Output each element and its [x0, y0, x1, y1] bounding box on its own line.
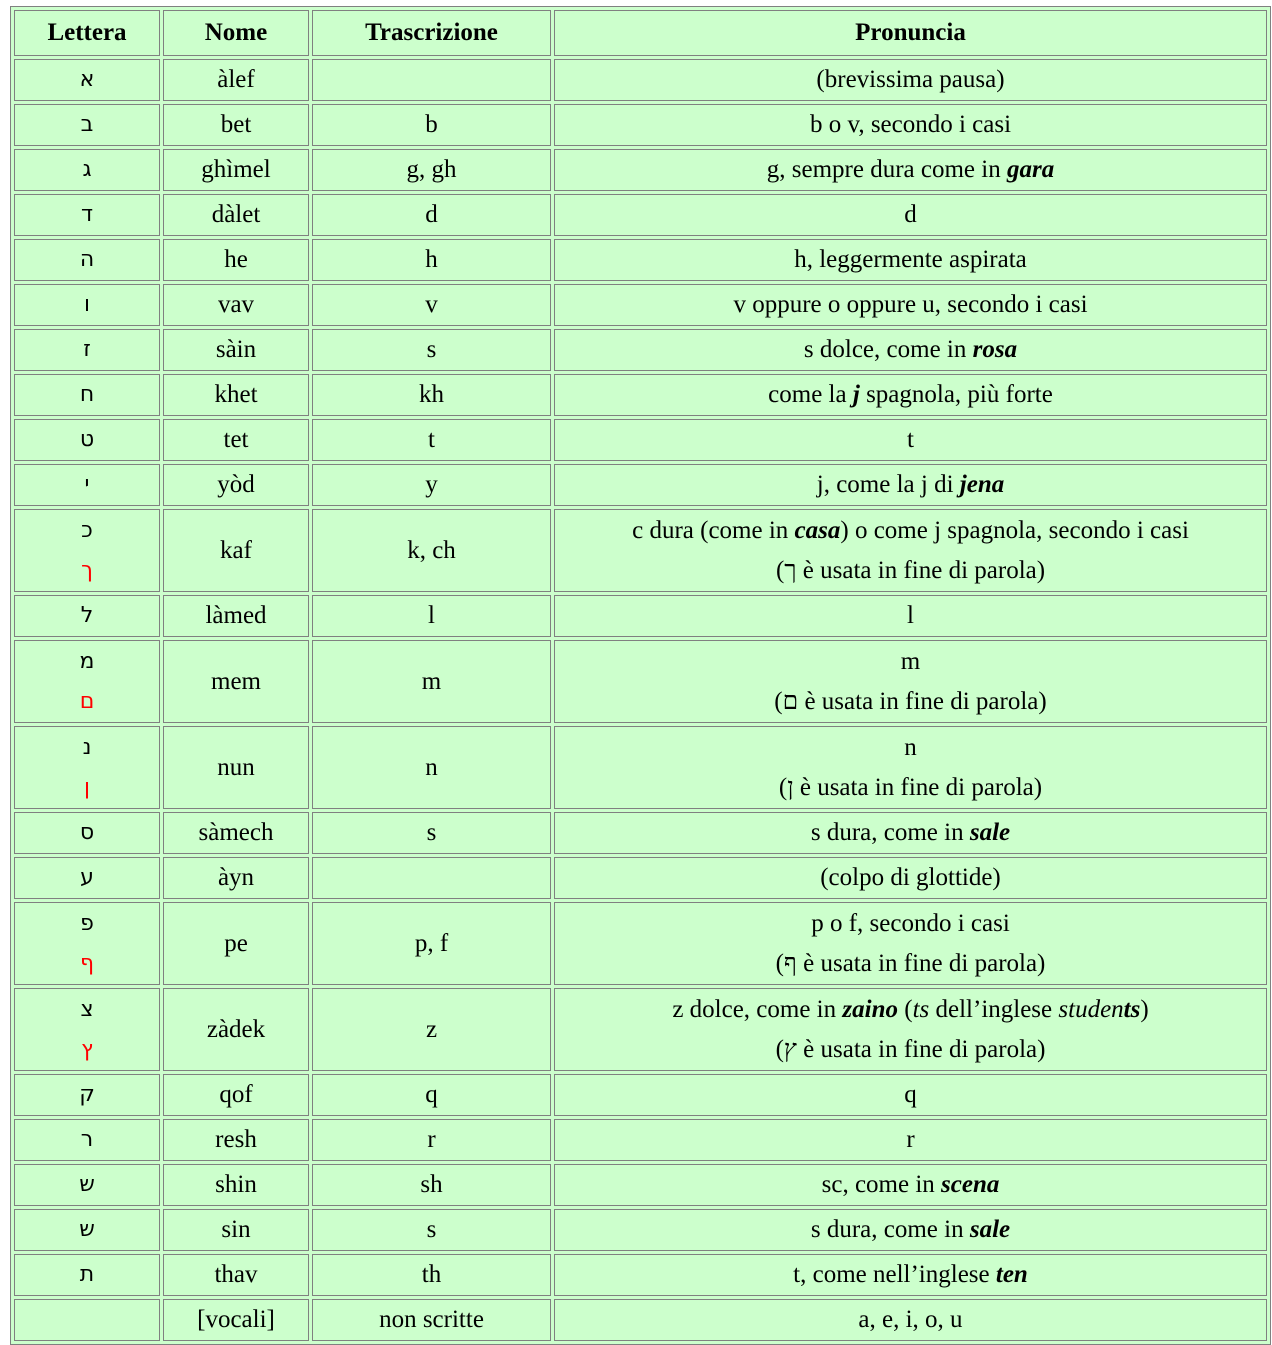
hebrew-letter: ס [79, 820, 95, 845]
transcription-cell: q [312, 1074, 551, 1116]
table-row [14, 902, 1267, 985]
pronunciation-cell [554, 149, 1267, 191]
pronunciation-line [555, 375, 1266, 415]
name-cell: shin [163, 1164, 309, 1206]
pronunciation-text: v oppure o oppure u, secondo i casi [733, 291, 1088, 318]
letter-cell [14, 812, 160, 854]
hebrew-letter: ע [80, 865, 94, 890]
name-cell: làmed [163, 595, 309, 637]
letter-cell [14, 329, 160, 371]
pronunciation-line [555, 551, 1266, 591]
pronunciation-cell [554, 464, 1267, 506]
pronunciation-line [555, 420, 1266, 460]
transcription-cell: y [312, 464, 551, 506]
header-nome: Nome [163, 10, 309, 56]
name-cell: vav [163, 284, 309, 326]
pronunciation-cell [554, 1299, 1267, 1341]
pronunciation-cell [554, 1074, 1267, 1116]
pronunciation-text: j, come la j di [816, 471, 960, 498]
pronunciation-line [555, 1300, 1266, 1340]
pronunciation-text: (ן è usata in fine di parola) [778, 773, 1043, 801]
transcription-cell: s [312, 329, 551, 371]
hebrew-letter: ו [84, 292, 90, 317]
pronunciation-text: rosa [972, 336, 1018, 363]
table-row [14, 812, 1267, 854]
pronunciation-line [555, 768, 1266, 808]
pronunciation-text: sale [969, 819, 1011, 846]
pronunciation-cell [554, 374, 1267, 416]
pronunciation-cell [554, 239, 1267, 281]
name-cell: sàin [163, 329, 309, 371]
hebrew-letter: ת [79, 1262, 95, 1287]
letter-cell [14, 988, 160, 1071]
name-cell: bet [163, 104, 309, 146]
letter-cell [14, 284, 160, 326]
pronunciation-text: (brevissima pausa) [816, 66, 1005, 93]
name-cell: kaf [163, 509, 309, 592]
pronunciation-text: sc, come in [821, 1171, 942, 1198]
name-cell: ghìmel [163, 149, 309, 191]
hebrew-letter: ה [79, 247, 95, 272]
transcription-cell: sh [312, 1164, 551, 1206]
letter-cell [14, 1209, 160, 1251]
pronunciation-text: s dura, come in [810, 1216, 970, 1243]
name-cell: àlef [163, 59, 309, 101]
pronunciation-line [555, 1030, 1266, 1070]
name-cell: khet [163, 374, 309, 416]
letter-cell [14, 640, 160, 723]
hebrew-letter: ש [79, 1172, 95, 1197]
transcription-cell: p, f [312, 902, 551, 985]
pronunciation-text: p o f, secondo i casi [811, 909, 1010, 937]
name-cell: he [163, 239, 309, 281]
letter-cell [14, 1254, 160, 1296]
table-row [14, 1074, 1267, 1116]
transcription-cell: s [312, 1209, 551, 1251]
pronunciation-text: s dolce, come in [803, 336, 973, 363]
pronunciation-line [555, 904, 1266, 944]
pronunciation-line [555, 60, 1266, 100]
letter-cell [14, 239, 160, 281]
table-row [14, 239, 1267, 281]
letter-cell [14, 149, 160, 191]
pronunciation-text: d [904, 201, 917, 228]
hebrew-final-letter: ף [79, 950, 95, 976]
pronunciation-line [555, 195, 1266, 235]
name-cell: mem [163, 640, 309, 723]
pronunciation-line [555, 105, 1266, 145]
pronunciation-cell [554, 726, 1267, 809]
pronunciation-text: sale [969, 1216, 1011, 1243]
pronunciation-cell [554, 857, 1267, 899]
hebrew-alphabet-table [10, 6, 1271, 1345]
hebrew-letter: א [79, 67, 95, 92]
pronunciation-text: scena [941, 1171, 1000, 1198]
hebrew-letter: ט [79, 427, 95, 452]
table-row [14, 149, 1267, 191]
pronunciation-text: j [852, 381, 860, 408]
name-cell: yòd [163, 464, 309, 506]
pronunciation-cell [554, 902, 1267, 985]
header-trascrizione: Trascrizione [312, 10, 551, 56]
pronunciation-text: s dura, come in [810, 819, 970, 846]
name-cell: zàdek [163, 988, 309, 1071]
pronunciation-text: ) [1140, 995, 1149, 1023]
name-cell: dàlet [163, 194, 309, 236]
pronunciation-text: ( [897, 995, 913, 1023]
name-cell: sin [163, 1209, 309, 1251]
transcription-cell: k, ch [312, 509, 551, 592]
transcription-cell: n [312, 726, 551, 809]
pronunciation-text: c dura (come in [632, 516, 795, 544]
table-row [14, 1209, 1267, 1251]
transcription-cell: t [312, 419, 551, 461]
header-row [14, 10, 1267, 56]
table-row [14, 194, 1267, 236]
pronunciation-cell [554, 1119, 1267, 1161]
table-row [14, 1299, 1267, 1341]
pronunciation-line [555, 330, 1266, 370]
pronunciation-text: come la [768, 381, 853, 408]
transcription-cell: non scritte [312, 1299, 551, 1341]
table-row [14, 726, 1267, 809]
hebrew-letter: ב [80, 112, 94, 137]
pronunciation-line [555, 1165, 1266, 1205]
pronunciation-text: t [907, 426, 914, 453]
table-row [14, 284, 1267, 326]
hebrew-letter: ג [82, 157, 92, 182]
transcription-cell: g, gh [312, 149, 551, 191]
letter-cell [14, 59, 160, 101]
hebrew-letter: י [84, 472, 90, 497]
pronunciation-text: r [906, 1126, 915, 1153]
hebrew-letter: ש [79, 1217, 95, 1242]
pronunciation-cell [554, 1254, 1267, 1296]
hebrew-letter: ד [80, 202, 93, 227]
pronunciation-text: (colpo di glottide) [820, 864, 1001, 891]
transcription-cell: d [312, 194, 551, 236]
pronunciation-text: (ץ è usata in fine di parola) [775, 1035, 1046, 1063]
pronunciation-text: g, sempre dura come in [766, 156, 1007, 183]
pronunciation-cell [554, 104, 1267, 146]
pronunciation-text: ts [1123, 995, 1141, 1023]
name-cell: [vocali] [163, 1299, 309, 1341]
table-row [14, 374, 1267, 416]
hebrew-letter: ר [80, 1127, 94, 1152]
pronunciation-text: z dolce, come in [672, 995, 843, 1023]
hebrew-letter: צ [80, 996, 94, 1022]
hebrew-letter: כ [81, 517, 93, 543]
pronunciation-cell [554, 640, 1267, 723]
transcription-cell: kh [312, 374, 551, 416]
transcription-cell: r [312, 1119, 551, 1161]
pronunciation-line [555, 285, 1266, 325]
transcription-cell: h [312, 239, 551, 281]
pronunciation-text: h, leggermente aspirata [794, 246, 1027, 273]
pronunciation-line [555, 596, 1266, 636]
pronunciation-text: casa [794, 516, 841, 544]
letter-cell [14, 194, 160, 236]
pronunciation-text: q [904, 1081, 917, 1108]
pronunciation-line [555, 990, 1266, 1030]
hebrew-final-letter: ן [84, 774, 90, 800]
pronunciation-line [555, 1210, 1266, 1250]
pronunciation-text: t, come nell’inglese [793, 1261, 996, 1288]
letter-cell [14, 902, 160, 985]
transcription-cell: v [312, 284, 551, 326]
pronunciation-text: jena [959, 471, 1005, 498]
table-row [14, 329, 1267, 371]
hebrew-letter: מ [79, 648, 95, 674]
table-row [14, 988, 1267, 1071]
pronunciation-line [555, 944, 1266, 984]
pronunciation-line [555, 1120, 1266, 1160]
pronunciation-text: l [907, 602, 914, 629]
transcription-cell [312, 59, 551, 101]
pronunciation-line [555, 240, 1266, 280]
transcription-cell: l [312, 595, 551, 637]
pronunciation-line [555, 465, 1266, 505]
pronunciation-line [555, 1075, 1266, 1115]
letter-cell [14, 1164, 160, 1206]
name-cell: àyn [163, 857, 309, 899]
transcription-cell: s [312, 812, 551, 854]
hebrew-letter: ז [83, 337, 91, 362]
name-cell: tet [163, 419, 309, 461]
pronunciation-cell [554, 1209, 1267, 1251]
pronunciation-cell [554, 329, 1267, 371]
pronunciation-line [555, 150, 1266, 190]
pronunciation-cell [554, 1164, 1267, 1206]
table-row [14, 104, 1267, 146]
pronunciation-text: (ם è usata in fine di parola) [774, 687, 1047, 715]
pronunciation-text: (ף è usata in fine di parola) [775, 949, 1046, 977]
hebrew-letter: ק [79, 1082, 95, 1107]
pronunciation-cell [554, 284, 1267, 326]
table-row [14, 1254, 1267, 1296]
pronunciation-text: spagnola, più forte [859, 381, 1053, 408]
pronunciation-cell [554, 595, 1267, 637]
hebrew-letter: פ [80, 910, 94, 936]
name-cell: qof [163, 1074, 309, 1116]
letter-cell [14, 419, 160, 461]
pronunciation-cell [554, 988, 1267, 1071]
hebrew-letter: ח [79, 382, 95, 407]
pronunciation-cell [554, 59, 1267, 101]
pronunciation-text: ten [995, 1261, 1028, 1288]
hebrew-letter: נ [82, 734, 92, 760]
transcription-cell: th [312, 1254, 551, 1296]
table-body [14, 59, 1267, 1341]
transcription-cell [312, 857, 551, 899]
letter-cell [14, 857, 160, 899]
header-lettera: Lettera [14, 10, 160, 56]
letter-cell [14, 1299, 160, 1341]
pronunciation-text: ts [912, 995, 930, 1023]
pronunciation-line [555, 858, 1266, 898]
letter-cell [14, 1119, 160, 1161]
pronunciation-text: studen [1058, 995, 1124, 1023]
pronunciation-line [555, 642, 1266, 682]
name-cell: nun [163, 726, 309, 809]
letter-cell [14, 726, 160, 809]
name-cell: resh [163, 1119, 309, 1161]
pronunciation-text: gara [1006, 156, 1055, 183]
pronunciation-text: b o v, secondo i casi [809, 111, 1012, 138]
table-row [14, 59, 1267, 101]
table-row [14, 640, 1267, 723]
header-pronuncia: Pronuncia [554, 10, 1267, 56]
pronunciation-cell [554, 419, 1267, 461]
pronunciation-text: m [900, 647, 921, 675]
pronunciation-text: n [904, 733, 917, 761]
transcription-cell: z [312, 988, 551, 1071]
table-row [14, 509, 1267, 592]
table-row [14, 857, 1267, 899]
hebrew-final-letter: ץ [81, 1036, 93, 1062]
name-cell: pe [163, 902, 309, 985]
hebrew-final-letter: ם [79, 688, 95, 714]
table-row [14, 464, 1267, 506]
pronunciation-cell [554, 509, 1267, 592]
name-cell: sàmech [163, 812, 309, 854]
pronunciation-text: ) o come j spagnola, secondo i casi [840, 516, 1189, 544]
transcription-cell: m [312, 640, 551, 723]
pronunciation-line [555, 511, 1266, 551]
letter-cell [14, 104, 160, 146]
table-row [14, 1164, 1267, 1206]
letter-cell [14, 1074, 160, 1116]
pronunciation-text: (ך è usata in fine di parola) [775, 556, 1046, 584]
table-row [14, 595, 1267, 637]
pronunciation-text: zaino [842, 995, 898, 1023]
table-row [14, 1119, 1267, 1161]
transcription-cell: b [312, 104, 551, 146]
pronunciation-cell [554, 194, 1267, 236]
pronunciation-cell [554, 812, 1267, 854]
name-cell: thav [163, 1254, 309, 1296]
pronunciation-text: a, e, i, o, u [858, 1306, 963, 1333]
hebrew-final-letter: ך [81, 557, 93, 583]
letter-cell [14, 595, 160, 637]
pronunciation-line [555, 813, 1266, 853]
pronunciation-text: dell’inglese [929, 995, 1059, 1023]
pronunciation-line [555, 1255, 1266, 1295]
table-row [14, 419, 1267, 461]
letter-cell [14, 509, 160, 592]
hebrew-letter: ל [80, 603, 94, 628]
letter-cell [14, 464, 160, 506]
pronunciation-line [555, 728, 1266, 768]
letter-cell [14, 374, 160, 416]
pronunciation-line [555, 682, 1266, 722]
